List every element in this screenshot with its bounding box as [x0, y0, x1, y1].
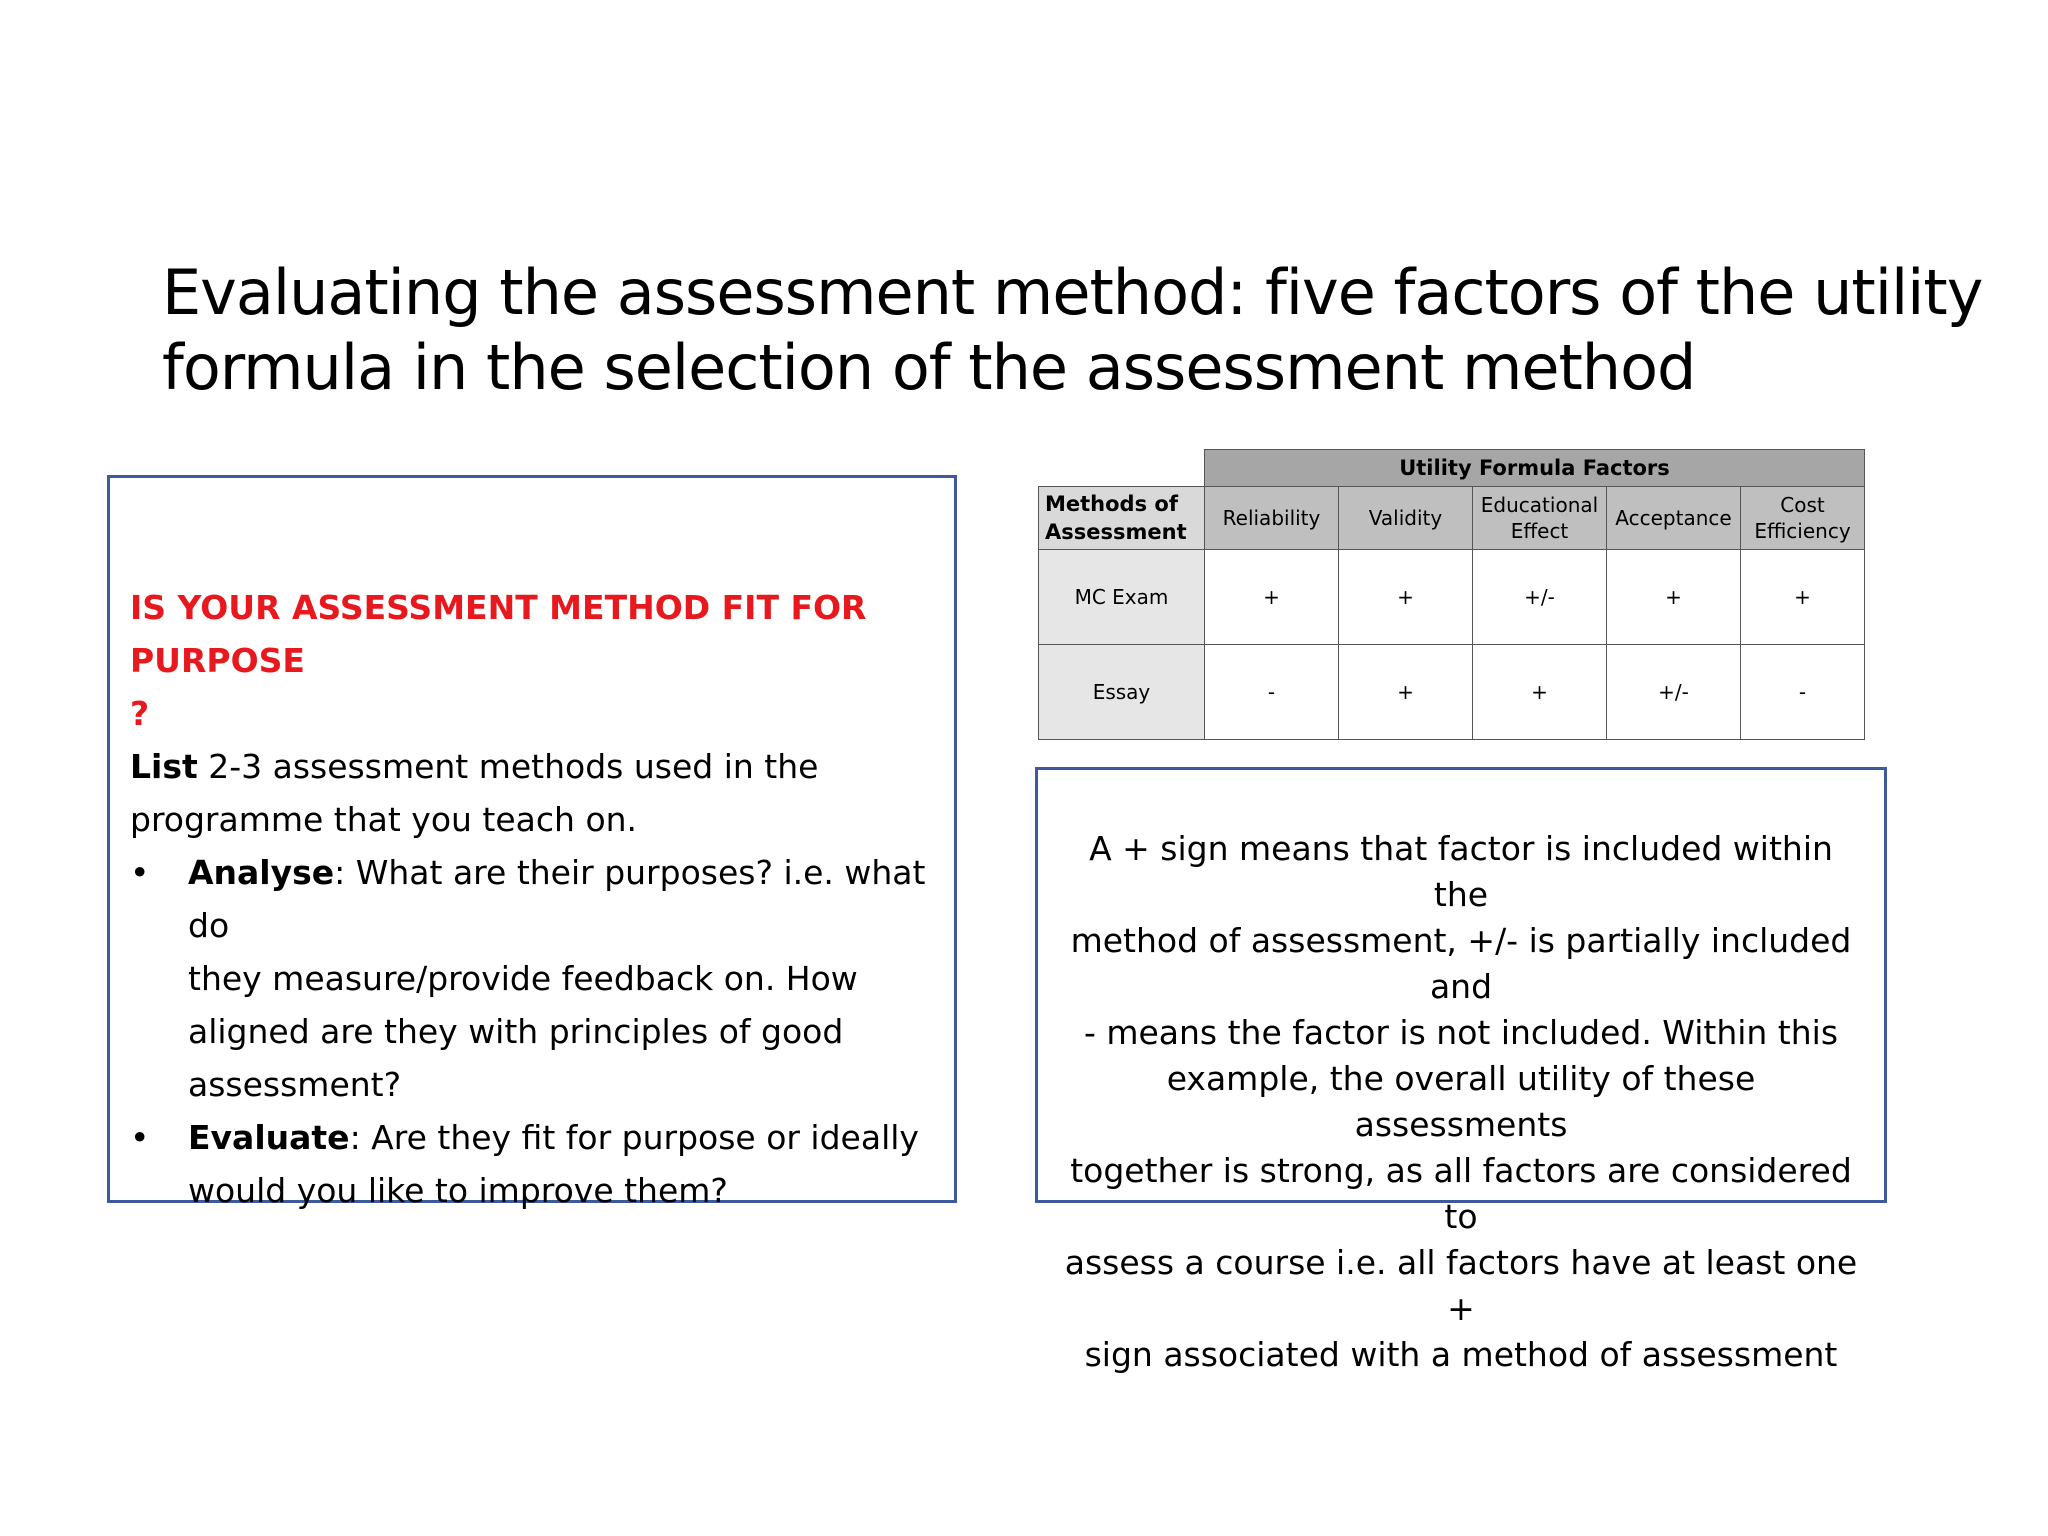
bullet-evaluate-line-1: : Are they fit for purpose or ideally	[349, 1118, 919, 1157]
bullet-evaluate	[130, 1111, 940, 1217]
intro-text-line-2: programme that you teach on.	[130, 800, 638, 839]
explanation-line-3: - means the factor is not included. Within this	[1083, 1013, 1839, 1052]
activity-bullet-list	[130, 846, 940, 1217]
intro-text-line-1: 2-3 assessment methods used in the	[197, 747, 819, 786]
bullet-analyse-line-1: : What are their purposes? i.e. what do	[188, 853, 926, 945]
explanation-line-1: A + sign means that factor is included within the	[1089, 829, 1833, 914]
bullet-evaluate-line-2: would you like to improve them?	[188, 1171, 728, 1210]
table-row	[1039, 645, 1865, 740]
bullet-analyse-line-3: aligned are they with principles of good	[188, 1012, 844, 1051]
column-header-validity	[1339, 487, 1473, 550]
row-label-mc-exam: MC Exam	[1039, 550, 1205, 645]
utility-table-wrapper	[1038, 449, 1864, 739]
explanation-box	[1035, 767, 1887, 1374]
bullet-analyse-line-2: they measure/provide feedback on. How	[188, 959, 858, 998]
utility-formula-table	[1038, 449, 1865, 740]
bullet-dot-icon: •	[130, 1118, 150, 1157]
table-cell: +	[1473, 645, 1607, 740]
column-header-acceptance	[1607, 487, 1741, 550]
table-group-header-row	[1039, 450, 1865, 487]
bullet-analyse-bold: Analyse	[188, 853, 335, 892]
activity-intro	[130, 740, 940, 846]
table-cell: -	[1741, 645, 1865, 740]
column-header-educational-effect	[1473, 487, 1607, 550]
explanation-line-6: assess a course i.e. all factors have at least one +	[1064, 1243, 1858, 1328]
activity-heading	[130, 581, 940, 740]
column-header-acceptance-text: Acceptance	[1615, 506, 1732, 530]
methods-header-line-1: Methods of	[1045, 492, 1178, 516]
activity-box	[107, 475, 957, 1210]
activity-heading-line-2: ?	[130, 694, 150, 733]
bullet-analyse	[130, 846, 940, 1111]
table-cell: +	[1205, 550, 1339, 645]
explanation-line-7: sign associated with a method of assessment	[1084, 1335, 1838, 1374]
column-header-reliability-text: Reliability	[1222, 506, 1321, 530]
table-corner-cell	[1039, 450, 1205, 487]
methods-of-assessment-header	[1039, 487, 1205, 550]
column-header-cost-text-2: Efficiency	[1754, 519, 1851, 543]
column-header-reliability	[1205, 487, 1339, 550]
activity-content	[130, 581, 940, 1217]
methods-header-line-2: Assessment	[1045, 520, 1187, 544]
column-header-educational-text-2: Effect	[1510, 519, 1569, 543]
table-row	[1039, 550, 1865, 645]
bullet-dot-icon: •	[130, 853, 150, 892]
table-group-header: Utility Formula Factors	[1205, 450, 1865, 487]
table-cell: -	[1205, 645, 1339, 740]
intro-bold-word: List	[130, 747, 198, 786]
table-cell: +/-	[1607, 645, 1741, 740]
activity-heading-line-1: IS YOUR ASSESSMENT METHOD FIT FOR PURPOSE	[130, 588, 867, 680]
explanation-line-4: example, the overall utility of these assessments	[1166, 1059, 1756, 1144]
table-cell: +	[1339, 550, 1473, 645]
column-header-educational-text-1: Educational	[1480, 493, 1599, 517]
row-label-essay: Essay	[1039, 645, 1205, 740]
explanation-line-5: together is strong, as all factors are considered to	[1070, 1151, 1852, 1236]
bullet-analyse-line-4: assessment?	[188, 1065, 402, 1104]
slide-title-line-2: formula in the selection of the assessment method	[162, 331, 1696, 404]
table-cell: +/-	[1473, 550, 1607, 645]
bullet-evaluate-bold: Evaluate	[188, 1118, 350, 1157]
table-cell: +	[1741, 550, 1865, 645]
explanation-text	[1058, 826, 1864, 1378]
slide-title	[162, 255, 1983, 405]
table-cell: +	[1607, 550, 1741, 645]
explanation-line-2: method of assessment, +/- is partially included and	[1070, 921, 1852, 1006]
table-cell: +	[1339, 645, 1473, 740]
column-header-cost-text-1: Cost	[1780, 493, 1825, 517]
column-header-cost-efficiency	[1741, 487, 1865, 550]
table-column-header-row	[1039, 487, 1865, 550]
column-header-validity-text: Validity	[1368, 506, 1443, 530]
slide-title-line-1: Evaluating the assessment method: five factors of the utility	[162, 256, 1983, 329]
